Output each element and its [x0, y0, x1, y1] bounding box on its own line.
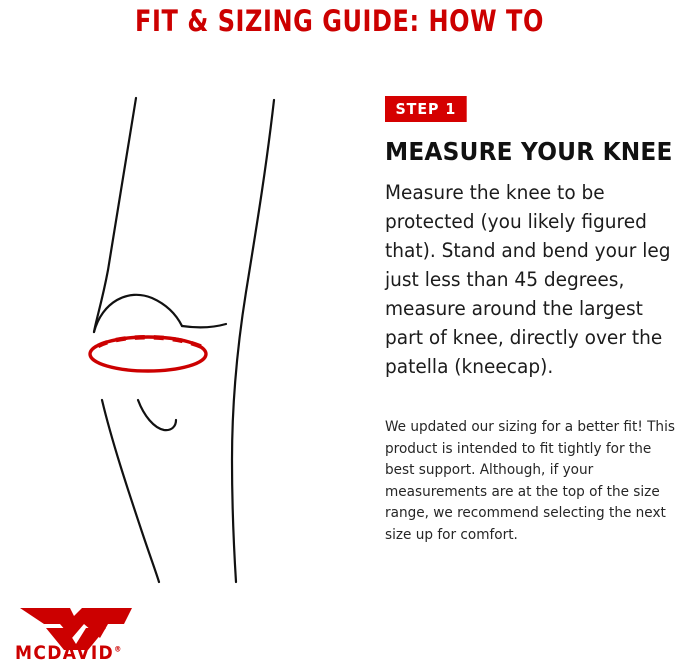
- trademark-symbol: ®: [114, 644, 122, 654]
- mcdavid-wordmark: [15, 642, 121, 664]
- step-heading: MEASURE YOUR KNEE: [385, 137, 673, 166]
- page-title: FIT & SIZING GUIDE: HOW TO: [135, 4, 544, 38]
- step-badge: STEP 1: [385, 96, 467, 122]
- mcdavid-wordmark-text: MCDAVID: [15, 642, 115, 664]
- leg-knee-measurement-diagram: [16, 70, 366, 590]
- step-content: [385, 96, 679, 546]
- mcdavid-logo: [12, 604, 162, 666]
- step-body-text: Measure the knee to be protected (you likely figured that). Stand and bend your leg just less than 45 degrees, measure around the largest part of knee, directly over the patella (kneecap).: [385, 181, 671, 378]
- sizing-note-text: We updated our sizing for a better fit! This product is intended to fit tightly for the best support. Although, if your measurements are at the top of the size range, we recommend selecting the next size up for comfort.: [385, 419, 675, 543]
